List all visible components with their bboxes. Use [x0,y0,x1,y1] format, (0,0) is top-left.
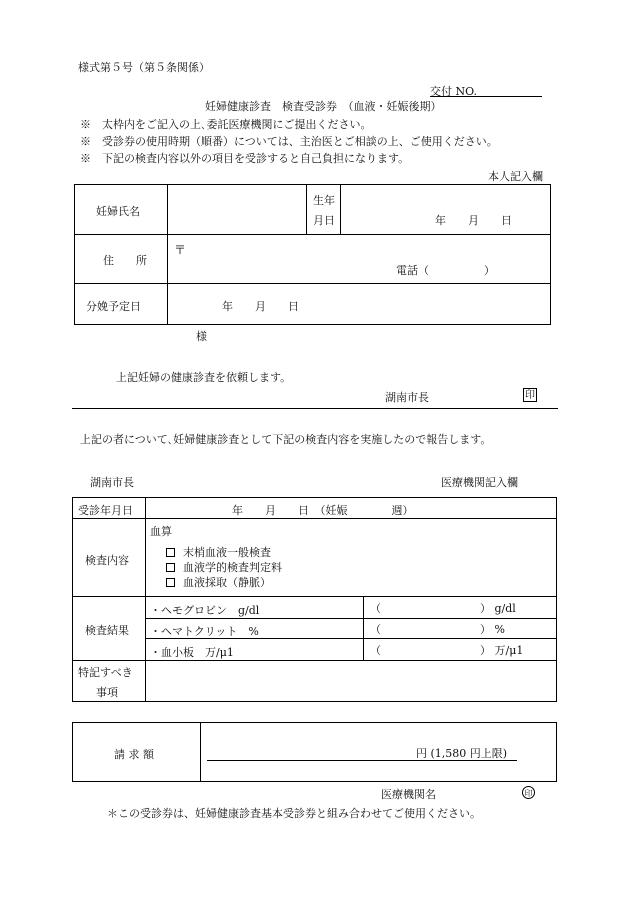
name-label: 妊婦氏名 [96,205,140,218]
table-divider [200,722,201,782]
dob-label-line2: 月日 [313,214,335,227]
checkbox-icon[interactable] [166,548,175,557]
exam-content-heading: 血算 [150,525,172,538]
self-fill-label: 本人記入欄 [488,170,543,183]
issue-number-label: 交付 NO. [430,85,477,98]
table-divider [145,618,557,619]
table-divider [74,234,551,235]
exam-item-checkbox[interactable] [166,544,271,560]
billing-amount[interactable]: 円 (1,580 円上限) [416,747,508,760]
exam-date-label: 受診年月日 [78,504,133,517]
table-divider [340,184,341,234]
note-3: ※ 下記の検査内容以外の項目を受診すると自己負担になります。 [80,152,410,165]
due-date-label: 分娩予定日 [86,300,141,313]
result-value[interactable]: （ ） % [370,623,505,636]
special-notes-label-line2: 事項 [96,686,118,699]
special-notes-label-line1: 特記すべき [78,666,133,679]
form-number: 様式第５号（第５条関係） [78,61,210,74]
exam-date-value[interactable]: 年 月 日 （妊娠 週） [232,504,414,517]
result-name: ・ヘマトクリット % [150,625,259,638]
address-label: 住 所 [103,254,147,267]
result-value[interactable]: （ ） g/dl [370,602,516,615]
exam-item-label: 血液採取（静脈） [183,576,271,589]
report-addressee: 湖南市長 [90,476,134,489]
seal-box: 印 [525,390,535,401]
separator-line [72,408,558,409]
exam-content-label: 検査内容 [85,554,129,567]
result-name: ・血小板 万/μ1 [150,646,234,659]
exam-item-checkbox[interactable] [166,559,282,575]
clinic-name-label: 医療機関名 [381,788,436,801]
checkbox-icon[interactable] [166,563,175,572]
postal-mark: 〒 [174,243,187,257]
report-text: 上記の者について､妊婦健康診査として下記の検査内容を実施したので報告します。 [80,433,492,446]
table-divider [74,283,551,284]
phone-field[interactable]: 電話（ ） [396,264,495,277]
clinic-fill-label: 医療機関記入欄 [441,476,518,489]
footer-note: ＊この受診券は、妊婦健康診査基本受診券と組み合わせてご使用ください。 [107,807,481,820]
dob-value[interactable]: 年 月 日 [435,214,512,227]
due-date-value[interactable]: 年 月 日 [222,300,299,313]
exam-item-checkbox[interactable] [166,574,271,590]
seal-icon: 印 [522,786,535,799]
dob-label-line1: 生年 [313,194,335,207]
exam-item-label: 血液学的検査判定料 [183,561,282,574]
exam-result-label: 検査結果 [85,624,129,637]
table-divider [306,184,307,234]
note-2: ※ 受診券の使用時期（順番）については、主治医とご相談の上、ご使用ください。 [80,135,498,148]
request-mayor: 湖南市長 [385,391,429,404]
billing-underline [207,760,517,761]
result-value[interactable]: （ ） 万/μ1 [370,644,524,657]
page-title: 妊婦健康診査 検査受診券 （血液・妊娠後期） [205,100,442,113]
checkbox-icon[interactable] [166,578,175,587]
special-notes-field[interactable] [146,661,556,701]
name-field[interactable] [168,185,306,233]
result-name: ・ヘモグロビン g/dl [150,604,260,617]
exam-item-label: 末梢血液一般検査 [183,546,271,559]
sama-suffix: 様 [196,330,207,343]
request-text: 上記妊婦の健康診査を依頼します。 [116,371,292,384]
issue-number-underline [430,96,542,97]
note-1: ※ 太枠内をご記入の上､委託医療機関にご提出ください。 [80,118,372,131]
billing-label: 請 求 額 [114,748,154,761]
table-divider [363,596,364,660]
